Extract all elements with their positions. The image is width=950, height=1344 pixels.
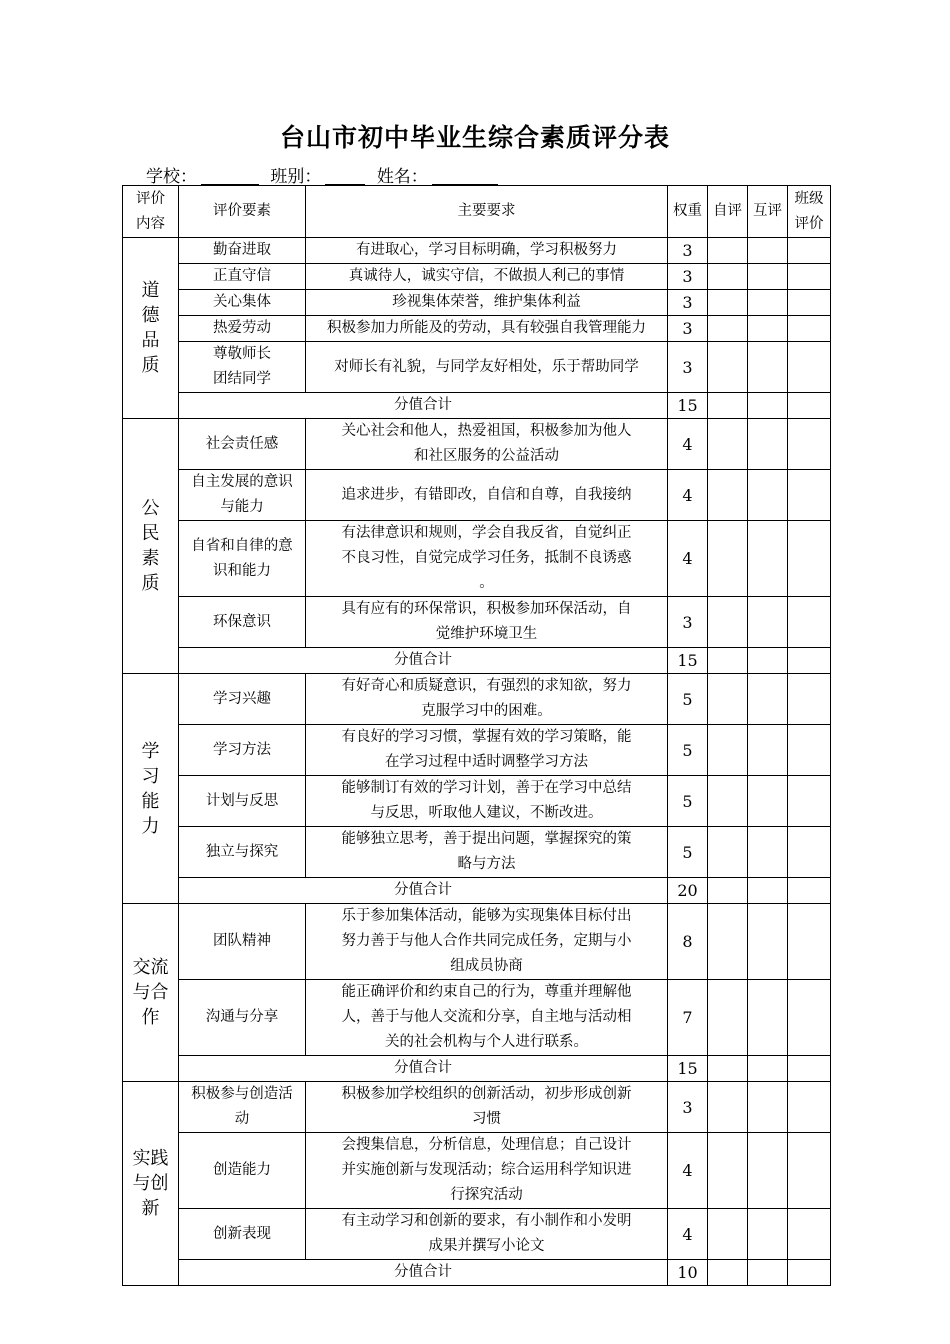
weight-cell bbox=[668, 470, 708, 521]
score-table bbox=[122, 185, 831, 1286]
element-cell bbox=[179, 1082, 306, 1133]
peer-score-cell[interactable] bbox=[748, 776, 788, 827]
self-score-cell[interactable] bbox=[708, 878, 748, 904]
subtotal-row bbox=[123, 1056, 831, 1082]
peer-score-cell[interactable] bbox=[748, 290, 788, 316]
table-row bbox=[123, 342, 831, 393]
weight-cell bbox=[668, 419, 708, 470]
peer-score-cell[interactable] bbox=[748, 316, 788, 342]
weight-cell bbox=[668, 776, 708, 827]
table-row bbox=[123, 470, 831, 521]
class-score-cell[interactable] bbox=[788, 1260, 831, 1286]
class-score-cell[interactable] bbox=[788, 827, 831, 878]
subtotal-value-cell bbox=[668, 1260, 708, 1286]
header-element: 评价要素 bbox=[179, 186, 306, 238]
peer-score-cell[interactable] bbox=[748, 878, 788, 904]
element-label: 创造能力 bbox=[213, 1162, 271, 1178]
table-row bbox=[123, 725, 831, 776]
subtotal-value: 20 bbox=[677, 881, 698, 900]
class-score-cell[interactable] bbox=[788, 393, 831, 419]
subtotal-value-cell bbox=[668, 648, 708, 674]
category-label: 道 德 品 质 bbox=[141, 280, 160, 376]
form-header-fields bbox=[146, 162, 504, 187]
category-label: 交流 与合 作 bbox=[132, 957, 169, 1028]
category-label: 公 民 素 质 bbox=[141, 498, 160, 594]
subtotal-label-cell bbox=[179, 393, 668, 419]
table-row bbox=[123, 674, 831, 725]
element-label: 团队精神 bbox=[213, 933, 271, 949]
subtotal-label-cell bbox=[179, 1260, 668, 1286]
class-score-cell[interactable] bbox=[788, 521, 831, 597]
self-score-cell[interactable] bbox=[708, 1056, 748, 1082]
subtotal-label: 分值合计 bbox=[394, 1264, 452, 1280]
peer-score-cell[interactable] bbox=[748, 419, 788, 470]
self-score-cell[interactable] bbox=[708, 238, 748, 264]
weight-value: 7 bbox=[682, 1008, 693, 1027]
requirement-cell bbox=[306, 725, 668, 776]
weight-cell bbox=[668, 1209, 708, 1260]
subtotal-value: 10 bbox=[677, 1263, 698, 1282]
self-score-cell[interactable] bbox=[708, 470, 748, 521]
weight-value: 5 bbox=[682, 740, 693, 760]
peer-score-cell[interactable] bbox=[748, 904, 788, 980]
school-label: 学校： bbox=[146, 167, 197, 187]
element-label: 自省和自律的意 识和能力 bbox=[191, 537, 293, 579]
peer-score-cell[interactable] bbox=[748, 725, 788, 776]
class-score-cell[interactable] bbox=[788, 1133, 831, 1209]
requirement-cell bbox=[306, 238, 668, 264]
peer-score-cell[interactable] bbox=[748, 1056, 788, 1082]
name-label: 姓名： bbox=[376, 167, 428, 187]
element-label: 热爱劳动 bbox=[213, 320, 271, 336]
weight-value: 3 bbox=[682, 293, 693, 312]
header-peer: 互评 bbox=[748, 186, 788, 238]
weight-cell bbox=[668, 597, 708, 648]
peer-score-cell[interactable] bbox=[748, 521, 788, 597]
class-score-cell[interactable] bbox=[788, 725, 831, 776]
category-label: 实践 与创 新 bbox=[132, 1148, 169, 1219]
element-cell bbox=[179, 597, 306, 648]
class-score-cell[interactable] bbox=[788, 470, 831, 521]
requirement-text: 有良好的学习习惯，掌握有效的学习策略，能 在学习过程中适时调整学习方法 bbox=[341, 729, 632, 770]
requirement-text: 有法律意识和规则，学会自我反省，自觉纠正 不良习性，自觉完成学习任务，抵制不良诱惑 。 bbox=[341, 525, 632, 591]
requirement-text: 具有应有的环保常识，积极参加环保活动，自 觉维护环境卫生 bbox=[341, 601, 632, 642]
class-score-cell[interactable] bbox=[788, 597, 831, 648]
peer-score-cell[interactable] bbox=[748, 342, 788, 393]
weight-cell bbox=[668, 521, 708, 597]
requirement-text: 能够制订有效的学习计划，善于在学习中总结 与反思，听取他人建议，不断改进。 bbox=[341, 780, 632, 821]
element-label: 尊敬师长 团结同学 bbox=[213, 346, 271, 387]
requirement-cell bbox=[306, 597, 668, 648]
subtotal-value: 15 bbox=[677, 396, 698, 415]
weight-cell bbox=[668, 674, 708, 725]
weight-value: 3 bbox=[682, 357, 693, 377]
subtotal-row bbox=[123, 393, 831, 419]
self-score-cell[interactable] bbox=[708, 1133, 748, 1209]
table-row bbox=[123, 419, 831, 470]
element-cell bbox=[179, 521, 306, 597]
weight-value: 4 bbox=[682, 485, 693, 505]
peer-score-cell[interactable] bbox=[748, 1133, 788, 1209]
subtotal-label-cell bbox=[179, 648, 668, 674]
element-label: 学习方法 bbox=[213, 741, 271, 758]
peer-score-cell[interactable] bbox=[748, 1260, 788, 1286]
weight-value: 3 bbox=[682, 267, 693, 286]
table-row bbox=[123, 904, 831, 980]
requirement-text: 积极参加力所能及的劳动，具有较强自我管理能力 bbox=[327, 320, 646, 336]
self-score-cell[interactable] bbox=[708, 1260, 748, 1286]
table-row bbox=[123, 1133, 831, 1209]
peer-score-cell[interactable] bbox=[748, 674, 788, 725]
element-cell bbox=[179, 290, 306, 316]
element-cell bbox=[179, 316, 306, 342]
self-score-cell[interactable] bbox=[708, 980, 748, 1056]
weight-value: 5 bbox=[682, 689, 693, 709]
class-score-cell[interactable] bbox=[788, 238, 831, 264]
requirement-text: 积极参加学校组织的创新活动，初步形成创新 习惯 bbox=[341, 1086, 632, 1127]
weight-cell bbox=[668, 904, 708, 980]
class-score-cell[interactable] bbox=[788, 776, 831, 827]
element-cell bbox=[179, 980, 306, 1056]
requirement-cell bbox=[306, 470, 668, 521]
element-cell bbox=[179, 419, 306, 470]
page-title: 台山市初中毕业生综合素质评分表 bbox=[279, 123, 670, 152]
weight-cell bbox=[668, 238, 708, 264]
requirement-text: 有主动学习和创新的要求，有小制作和小发明 成果并撰写小论文 bbox=[341, 1213, 632, 1254]
subtotal-row bbox=[123, 648, 831, 674]
self-score-cell[interactable] bbox=[708, 264, 748, 290]
class-score-cell[interactable] bbox=[788, 419, 831, 470]
subtotal-label-cell bbox=[179, 1056, 668, 1082]
weight-cell bbox=[668, 342, 708, 393]
subtotal-label: 分值合计 bbox=[394, 882, 452, 898]
class-score-cell[interactable] bbox=[788, 342, 831, 393]
weight-value: 3 bbox=[682, 612, 693, 632]
table-row bbox=[123, 264, 831, 290]
element-cell bbox=[179, 904, 306, 980]
element-label: 环保意识 bbox=[213, 613, 271, 630]
weight-cell bbox=[668, 980, 708, 1056]
self-score-cell[interactable] bbox=[708, 674, 748, 725]
table-row bbox=[123, 316, 831, 342]
subtotal-value-cell bbox=[668, 393, 708, 419]
self-score-cell[interactable] bbox=[708, 827, 748, 878]
header-weight: 权重 bbox=[668, 186, 708, 238]
self-score-cell[interactable] bbox=[708, 521, 748, 597]
weight-cell bbox=[668, 290, 708, 316]
weight-cell bbox=[668, 827, 708, 878]
self-score-cell[interactable] bbox=[708, 1209, 748, 1260]
weight-value: 4 bbox=[682, 549, 693, 568]
requirement-cell bbox=[306, 904, 668, 980]
element-label: 独立与探究 bbox=[205, 843, 279, 860]
subtotal-label-cell bbox=[179, 878, 668, 904]
element-label: 学习兴趣 bbox=[213, 690, 271, 707]
requirement-text: 能够独立思考，善于提出问题，掌握探究的策 略与方法 bbox=[341, 831, 632, 872]
table-row bbox=[123, 597, 831, 648]
self-score-cell[interactable] bbox=[708, 904, 748, 980]
class-score-cell[interactable] bbox=[788, 1082, 831, 1133]
requirement-cell bbox=[306, 521, 668, 597]
element-cell bbox=[179, 342, 306, 393]
weight-value: 4 bbox=[682, 1224, 693, 1244]
element-cell bbox=[179, 1133, 306, 1209]
class-score-cell[interactable] bbox=[788, 290, 831, 316]
header-row bbox=[123, 186, 831, 238]
self-score-cell[interactable] bbox=[708, 342, 748, 393]
requirement-cell bbox=[306, 827, 668, 878]
requirement-cell bbox=[306, 264, 668, 290]
category-label: 学 习 能 力 bbox=[141, 740, 160, 837]
class-score-cell[interactable] bbox=[788, 264, 831, 290]
peer-score-cell[interactable] bbox=[748, 827, 788, 878]
peer-score-cell[interactable] bbox=[748, 1082, 788, 1133]
subtotal-label: 分值合计 bbox=[394, 1060, 452, 1076]
requirement-cell bbox=[306, 776, 668, 827]
class-score-cell[interactable] bbox=[788, 980, 831, 1056]
requirement-text: 有好奇心和质疑意识，有强烈的求知欲，努力 克服学习中的困难。 bbox=[341, 678, 632, 719]
element-cell bbox=[179, 827, 306, 878]
weight-cell bbox=[668, 725, 708, 776]
element-label: 创新表现 bbox=[213, 1225, 271, 1242]
requirement-cell bbox=[306, 1209, 668, 1260]
class-blank[interactable] bbox=[325, 166, 365, 185]
subtotal-value-cell bbox=[668, 878, 708, 904]
element-label: 积极参与创造活 动 bbox=[191, 1086, 293, 1127]
weight-value: 3 bbox=[682, 1097, 693, 1117]
table-row bbox=[123, 827, 831, 878]
self-score-cell[interactable] bbox=[708, 1082, 748, 1133]
header-content: 评价 内容 bbox=[123, 186, 179, 238]
requirement-cell bbox=[306, 1082, 668, 1133]
element-cell bbox=[179, 470, 306, 521]
subtotal-value-cell bbox=[668, 1056, 708, 1082]
table-row bbox=[123, 290, 831, 316]
peer-score-cell[interactable] bbox=[748, 1209, 788, 1260]
table-row bbox=[123, 776, 831, 827]
subtotal-value: 15 bbox=[677, 651, 698, 670]
element-label: 关心集体 bbox=[213, 294, 271, 310]
weight-value: 4 bbox=[682, 1161, 693, 1180]
weight-value: 3 bbox=[682, 319, 693, 338]
category-cell bbox=[123, 674, 179, 904]
element-label: 正直守信 bbox=[213, 268, 271, 284]
category-cell bbox=[123, 904, 179, 1082]
requirement-text: 关心社会和他人，热爱祖国，积极参加为他人 和社区服务的公益活动 bbox=[341, 423, 632, 464]
header-self: 自评 bbox=[708, 186, 748, 238]
weight-cell bbox=[668, 264, 708, 290]
weight-value: 3 bbox=[682, 241, 693, 260]
peer-score-cell[interactable] bbox=[748, 980, 788, 1056]
element-label: 计划与反思 bbox=[205, 792, 279, 809]
element-cell bbox=[179, 674, 306, 725]
element-cell bbox=[179, 725, 306, 776]
peer-score-cell[interactable] bbox=[748, 470, 788, 521]
peer-score-cell[interactable] bbox=[748, 264, 788, 290]
school-blank[interactable] bbox=[201, 166, 259, 185]
header-class: 班级 评价 bbox=[788, 186, 831, 238]
peer-score-cell[interactable] bbox=[748, 393, 788, 419]
class-score-cell[interactable] bbox=[788, 316, 831, 342]
requirement-text: 乐于参加集体活动，能够为实现集体目标付出 努力善于与他人合作共同完成任务，定期与小 组成员协商 bbox=[341, 908, 632, 974]
class-score-cell[interactable] bbox=[788, 674, 831, 725]
category-cell bbox=[123, 238, 179, 419]
element-label: 自主发展的意识 与能力 bbox=[191, 474, 293, 515]
requirement-text: 真诚待人，诚实守信，不做损人利己的事情 bbox=[348, 268, 625, 284]
peer-score-cell[interactable] bbox=[748, 597, 788, 648]
subtotal-row bbox=[123, 1260, 831, 1286]
requirement-text: 追求进步，有错即改，自信和自尊，自我接纳 bbox=[341, 486, 632, 503]
element-cell bbox=[179, 264, 306, 290]
self-score-cell[interactable] bbox=[708, 776, 748, 827]
subtotal-label: 分值合计 bbox=[394, 397, 452, 413]
self-score-cell[interactable] bbox=[708, 597, 748, 648]
weight-cell bbox=[668, 316, 708, 342]
self-score-cell[interactable] bbox=[708, 316, 748, 342]
element-label: 社会责任感 bbox=[205, 435, 279, 452]
header-requirement: 主要要求 bbox=[306, 186, 668, 238]
self-score-cell[interactable] bbox=[708, 393, 748, 419]
requirement-text: 珍视集体荣誉，维护集体利益 bbox=[392, 294, 581, 310]
class-score-cell[interactable] bbox=[788, 878, 831, 904]
requirement-cell bbox=[306, 316, 668, 342]
subtotal-row bbox=[123, 878, 831, 904]
self-score-cell[interactable] bbox=[708, 290, 748, 316]
requirement-text: 会搜集信息，分析信息，处理信息；自己设计 并实施创新与发现活动；综合运用科学知识进 行探究活动 bbox=[341, 1137, 632, 1203]
table-row bbox=[123, 238, 831, 264]
element-cell bbox=[179, 238, 306, 264]
class-score-cell[interactable] bbox=[788, 1209, 831, 1260]
category-cell bbox=[123, 1082, 179, 1286]
peer-score-cell[interactable] bbox=[748, 238, 788, 264]
category-cell bbox=[123, 419, 179, 674]
class-score-cell[interactable] bbox=[788, 648, 831, 674]
self-score-cell[interactable] bbox=[708, 419, 748, 470]
class-score-cell[interactable] bbox=[788, 904, 831, 980]
name-blank[interactable] bbox=[432, 166, 498, 185]
element-cell bbox=[179, 1209, 306, 1260]
requirement-cell bbox=[306, 980, 668, 1056]
requirement-cell bbox=[306, 674, 668, 725]
class-score-cell[interactable] bbox=[788, 1056, 831, 1082]
requirement-text: 能正确评价和约束自己的行为，尊重并理解他 人，善于与他人交流和分享，自主地与活动相 关的社会机构与个人进行联系。 bbox=[341, 984, 632, 1050]
weight-value: 5 bbox=[682, 791, 693, 811]
requirement-cell bbox=[306, 342, 668, 393]
weight-value: 4 bbox=[682, 434, 693, 454]
self-score-cell[interactable] bbox=[708, 725, 748, 776]
class-label: 班别： bbox=[270, 167, 322, 187]
element-label: 沟通与分享 bbox=[205, 1009, 279, 1025]
table-row bbox=[123, 1209, 831, 1260]
requirement-cell bbox=[306, 419, 668, 470]
table-row bbox=[123, 521, 831, 597]
weight-cell bbox=[668, 1133, 708, 1209]
element-cell bbox=[179, 776, 306, 827]
subtotal-label: 分值合计 bbox=[394, 652, 452, 668]
table-row bbox=[123, 1082, 831, 1133]
subtotal-value: 15 bbox=[677, 1059, 698, 1078]
self-score-cell[interactable] bbox=[708, 648, 748, 674]
element-label: 勤奋进取 bbox=[213, 242, 271, 258]
table-row bbox=[123, 980, 831, 1056]
weight-value: 8 bbox=[682, 932, 693, 951]
requirement-text: 有进取心，学习目标明确，学习积极努力 bbox=[356, 242, 617, 258]
weight-value: 5 bbox=[682, 842, 693, 862]
weight-cell bbox=[668, 1082, 708, 1133]
peer-score-cell[interactable] bbox=[748, 648, 788, 674]
requirement-cell bbox=[306, 1133, 668, 1209]
requirement-text: 对师长有礼貌，与同学友好相处，乐于帮助同学 bbox=[334, 358, 639, 375]
requirement-cell bbox=[306, 290, 668, 316]
